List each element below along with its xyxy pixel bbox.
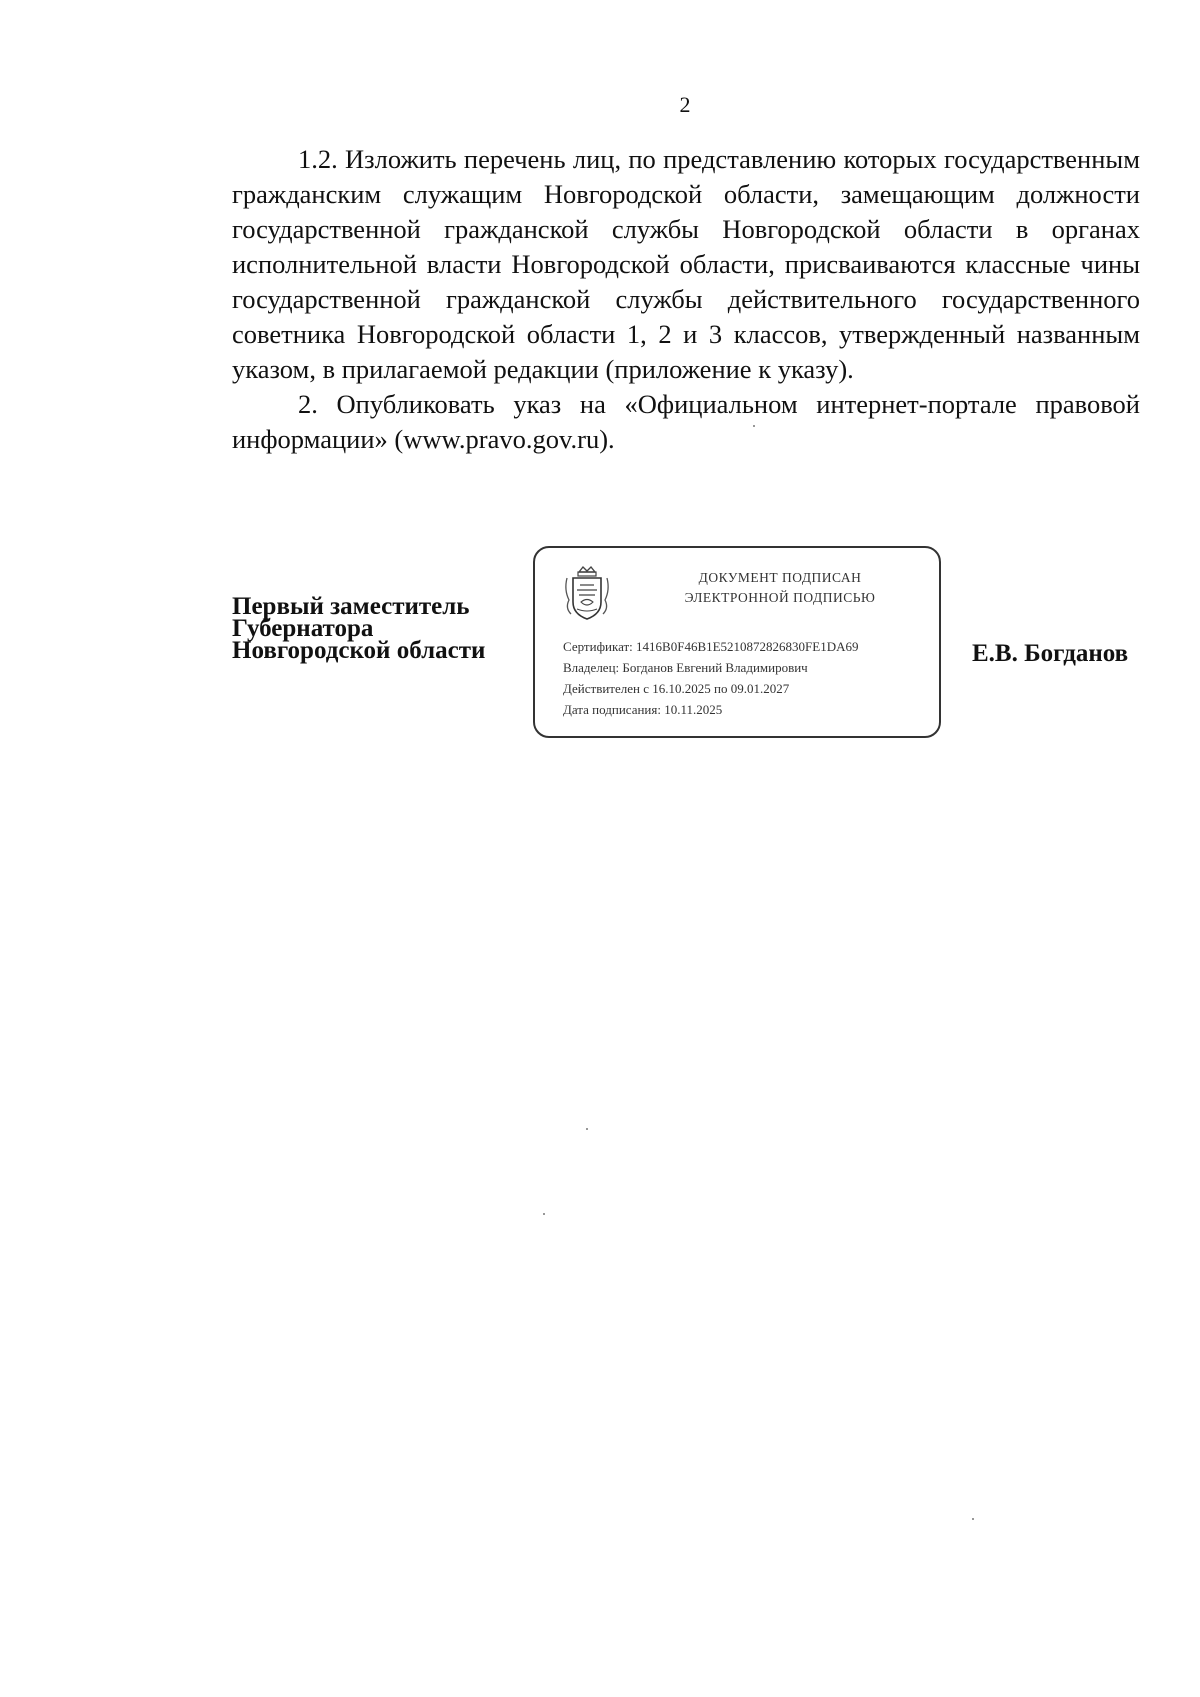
stamp-signing-date: Дата подписания: 10.11.2025: [563, 702, 723, 717]
stamp-validity: Действителен с 16.10.2025 по 09.01.2027: [563, 681, 790, 696]
scan-speck: [972, 1518, 974, 1520]
scan-speck: [753, 425, 755, 427]
page-number: 2: [679, 92, 691, 117]
stamp-header-line-1: ДОКУМЕНТ ПОДПИСАН: [698, 570, 862, 585]
coat-of-arms-icon: [561, 564, 613, 624]
scan-speck: [543, 1213, 545, 1215]
signer-position: [232, 593, 486, 664]
paragraph-2: 2. Опубликовать указ на «Официальном интернет-портале правовой информации» (www.pravo.gov.ru).: [232, 389, 1140, 454]
scan-speck: [586, 1128, 588, 1130]
paragraph-1-2: 1.2. Изложить перечень лиц, по представлению которых государственным гражданским служащим Новгородской области, замещающим должности государственной гражданской службы Новгородской области в органах исполнительной власти Новгородской области, присваиваются классные чины государственной гражданской службы действительного государственного советника Новгородской области 1, 2 и 3 классов, утвержденный названным указом, в прилагаемой редакции (приложение к указу).: [232, 144, 1140, 384]
stamp-owner: Владелец: Богданов Евгений Владимирович: [563, 660, 808, 675]
stamp-header: [625, 568, 935, 608]
signer-position-line-2: Губернатора: [232, 615, 374, 642]
document-body: [232, 142, 1140, 457]
stamp-header-line-2: ЭЛЕКТРОННОЙ ПОДПИСЬЮ: [684, 590, 876, 605]
signer-name: Е.В. Богданов: [972, 640, 1129, 667]
electronic-signature-stamp: [533, 546, 941, 738]
signer-position-line-3: Новгородской области: [232, 637, 486, 664]
signer-position-line-1: Первый заместитель: [232, 593, 470, 620]
stamp-certificate: Сертификат: 1416B0F46B1E5210872826830FE1DA69: [563, 639, 859, 654]
stamp-details: [563, 636, 859, 720]
